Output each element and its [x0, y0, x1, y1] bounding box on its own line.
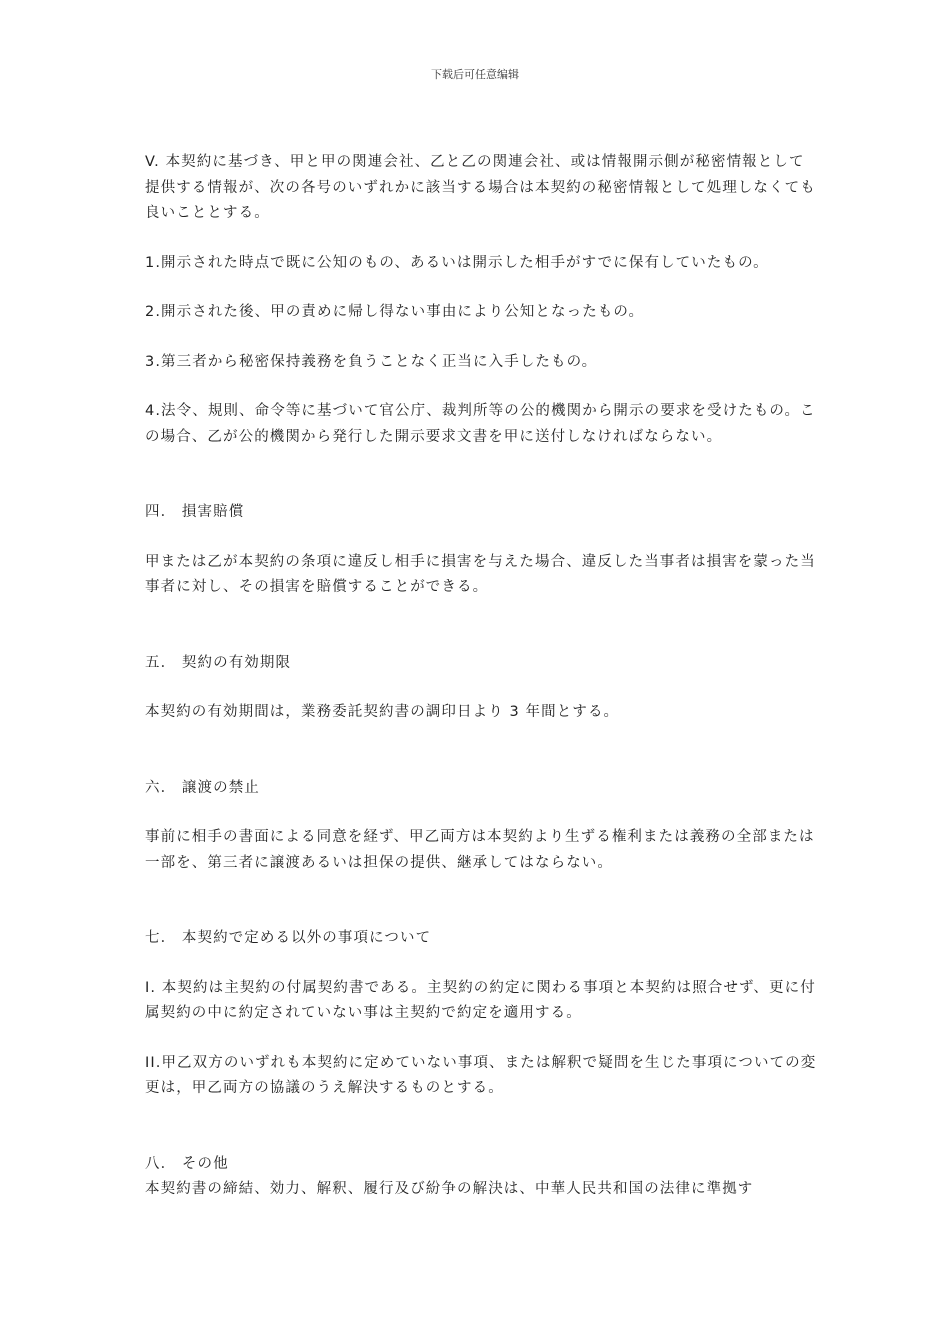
list-item-2: 2.開示された後、甲の責めに帰し得ない事由により公知となったもの。 [145, 304, 645, 320]
section-7-paragraph-ii: II.甲乙双方のいずれも本契約に定めていない事項、または解釈で疑問を生じた事項についての変更は，甲乙両方の協議のうえ解決するものとする。 [145, 1054, 817, 1096]
section-5-paragraph: 本契約の有効期間は，業務委託契約書の調印日より 3 年間とする。 [145, 704, 620, 720]
section-heading-7: 七． 本契約で定める以外の事項について [145, 930, 432, 946]
page-header: 下载后可任意编辑 [431, 68, 519, 81]
section-4-paragraph: 甲または乙が本契約の条項に違反し相手に損害を与えた場合、違反した当事者は損害を蒙った当事者に対し、その損害を賠償することができる。 [145, 553, 816, 595]
list-item-4: 4.法令、規則、命令等に基づいて官公庁、裁判所等の公的機関から開示の要求を受けたもの。この場合、乙が公的機関から発行した開示要求文書を甲に送付しなければならない。 [145, 403, 816, 445]
section-heading-5: 五． 契約の有効期限 [145, 654, 292, 671]
section-7-paragraph-i: I. 本契約は主契約の付属契約書である。主契約の約定に関わる事項と本契約は照合せず、更に付属契約の中に約定されていない事は主契約で約定を適用する。 [145, 979, 816, 1021]
section-heading-6: 六． 譲渡の禁止 [145, 779, 260, 796]
section-heading-8: 八． その他 [145, 1155, 229, 1172]
section-heading-4: 四． 損害賠償 [145, 504, 245, 520]
section-6-paragraph: 事前に相手の書面による同意を経ず、甲乙両方は本契約より生ずる権利または義務の全部または一部を、第三者に譲渡あるいは担保の提供、継承してはならない。 [145, 829, 815, 871]
section-8-paragraph: 本契約書の締結、効力、解釈、履行及び紛争の解決は、中華人民共和国の法律に準拠す [145, 1181, 754, 1197]
clause-v-paragraph: V. 本契約に基づき、甲と甲の関連会社、乙と乙の関連会社、或は情報開示側が秘密情報として提供する情報が、次の各号のいずれかに該当する場合は本契約の秘密情報として処理しなくても良いこととする。 [145, 154, 816, 221]
list-item-3: 3.第三者から秘密保持義務を負うことなく正当に入手したもの。 [145, 353, 598, 370]
document-body [145, 150, 820, 1203]
list-item-1: 1.開示された時点で既に公知のもの、あるいは開示した相手がすでに保有していたもの。 [145, 254, 769, 271]
